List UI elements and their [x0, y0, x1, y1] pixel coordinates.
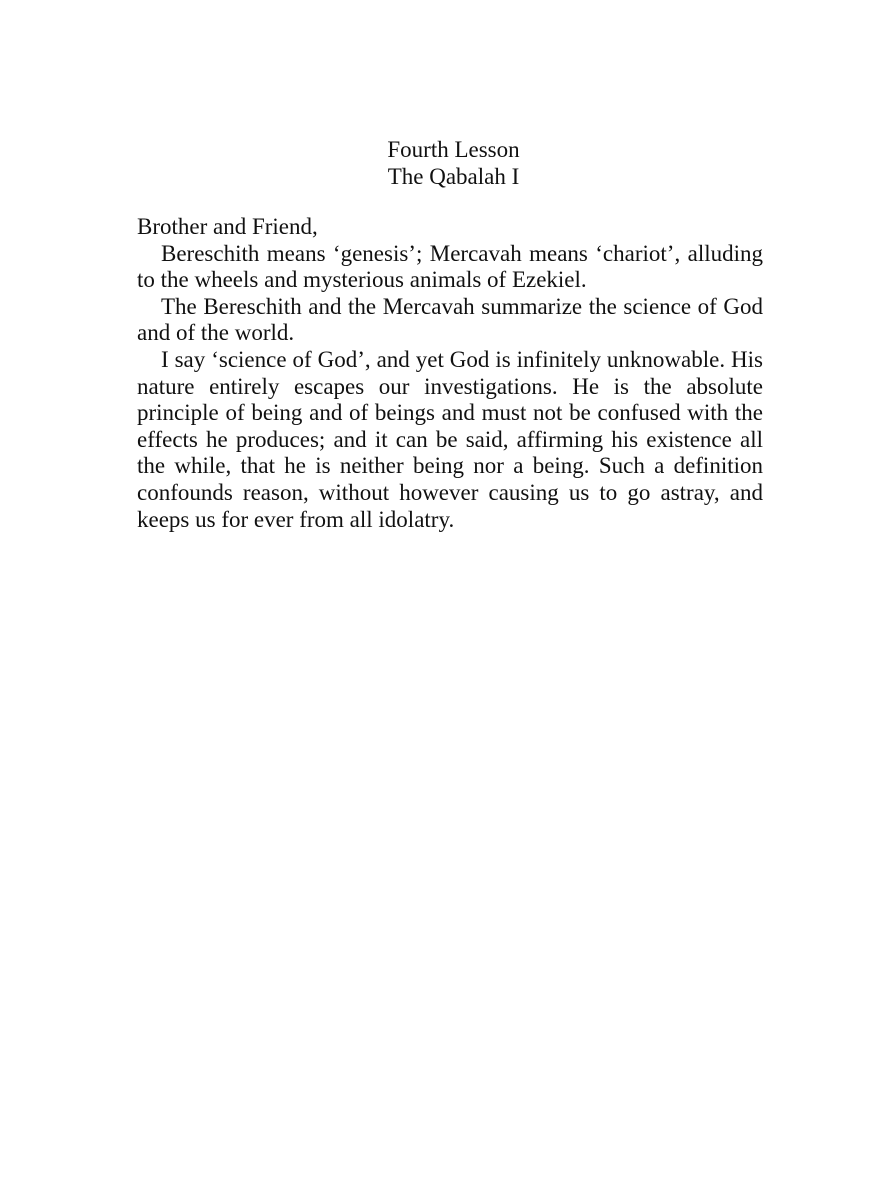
paragraph: The Bereschith and the Mercavah summarize the science of God and of the world.: [137, 293, 763, 346]
lesson-title: Fourth Lesson: [387, 137, 520, 162]
salutation: Brother and Friend,: [137, 214, 318, 239]
lesson-heading: [0, 136, 893, 190]
paragraph: I say ‘science of God’, and yet God is infinitely unknowable. His nature entirely escapes our investigations. He is the absolute principle of being and of beings and must not be confused with the effects he produces; and it can be said, affirming his existence all the while, that he is neither being nor a being. Such a definition confounds reason, without however causing us to go astray, and keeps us for ever from all idolatry.: [137, 346, 763, 532]
lesson-subject: The Qabalah I: [387, 164, 520, 189]
paragraph: Bereschith means ‘genesis’; Mercavah means ‘chariot’, alluding to the wheels and mysterious animals of Ezekiel.: [137, 240, 763, 293]
letter-body: [137, 214, 763, 533]
